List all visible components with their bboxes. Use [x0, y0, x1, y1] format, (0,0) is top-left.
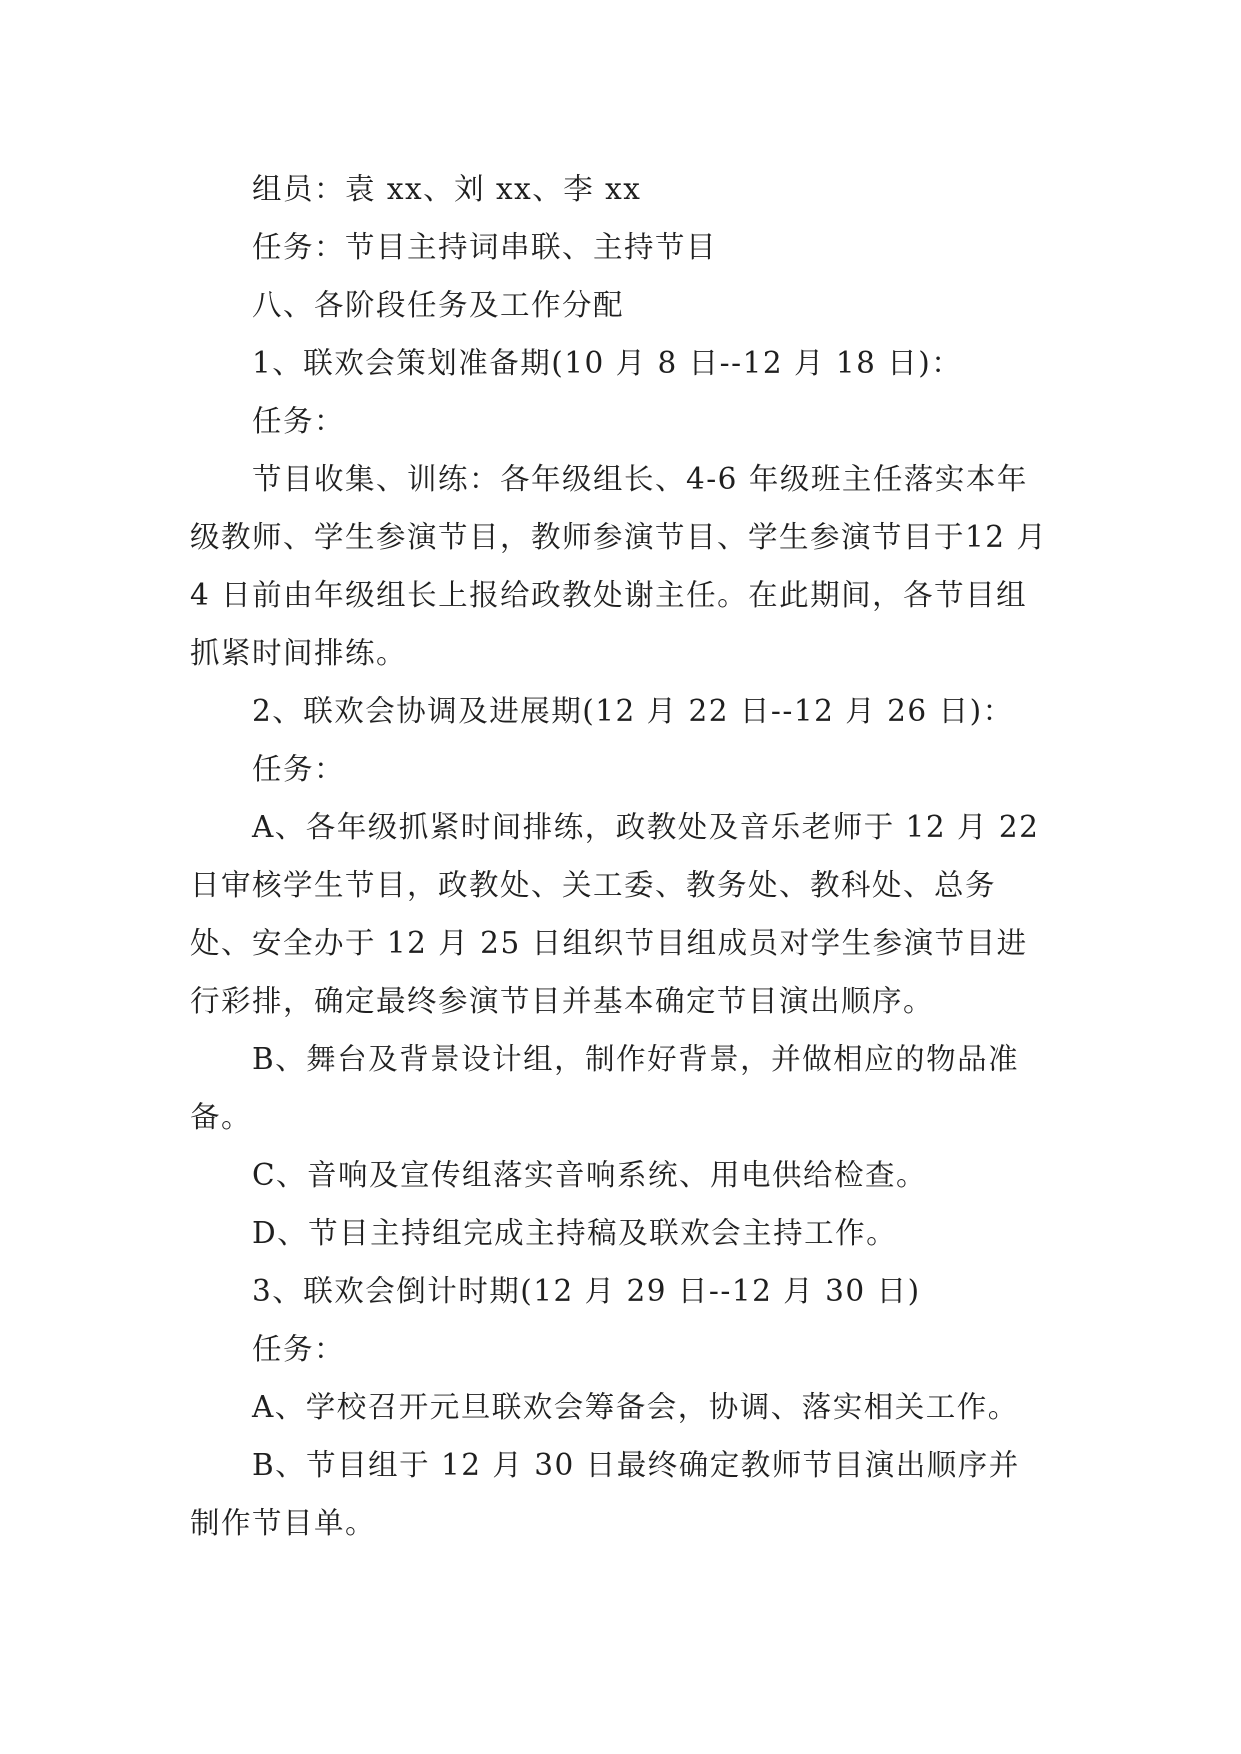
phase-3-task-b: B、节目组于 12 月 30 日最终确定教师节目演出顺序并制作节目单。 — [190, 1448, 1020, 1540]
paragraph-task-host: 任务：节目主持词串联、主持节目 — [251, 230, 717, 264]
phase-1-heading: 1、联欢会策划准备期(10 月 8 日--12 月 18 日)： — [251, 346, 963, 380]
phase-3-heading: 3、联欢会倒计时期(12 月 29 日--12 月 30 日) — [251, 1274, 921, 1308]
phase-2-heading: 2、联欢会协调及进展期(12 月 22 日--12 月 26 日)： — [251, 694, 1014, 728]
phase-2-task-d: D、节目主持组完成主持稿及联欢会主持工作。 — [251, 1216, 898, 1250]
paragraph-members: 组员：袁 xx、刘 xx、李 xx — [251, 172, 642, 206]
section-heading-8: 八、各阶段任务及工作分配 — [251, 288, 624, 322]
phase-2-task-b: B、舞台及背景设计组，制作好背景，并做相应的物品准备。 — [190, 1042, 1020, 1134]
document-body — [190, 160, 1050, 1552]
phase-2-task-label: 任务： — [251, 752, 345, 786]
phase-1-task-text: 节目收集、训练：各年级组长、4-6 年级班主任落实本年级教师、学生参演节目，教师参演节目、学生参演节目于12 月 4 日前由年级组长上报给政教处谢主任。在此期间，各节目组抓紧时间排练。 — [190, 462, 1048, 670]
phase-1-task-label: 任务： — [251, 404, 345, 438]
phase-3-task-label: 任务： — [251, 1332, 345, 1366]
phase-3-task-a: A、学校召开元旦联欢会筹备会，协调、落实相关工作。 — [251, 1390, 1019, 1424]
phase-2-task-c: C、音响及宣传组落实音响系统、用电供给检查。 — [251, 1158, 928, 1192]
phase-2-task-a: A、各年级抓紧时间排练，政教处及音乐老师于 12 月 22日审核学生节目，政教处、关工委、教务处、教科处、总务处、安全办于 12 月 25 日组织节目组成员对学生参演节目进行彩排，确定最终参演节目并基本确定节目演出顺序。 — [190, 810, 1040, 1018]
